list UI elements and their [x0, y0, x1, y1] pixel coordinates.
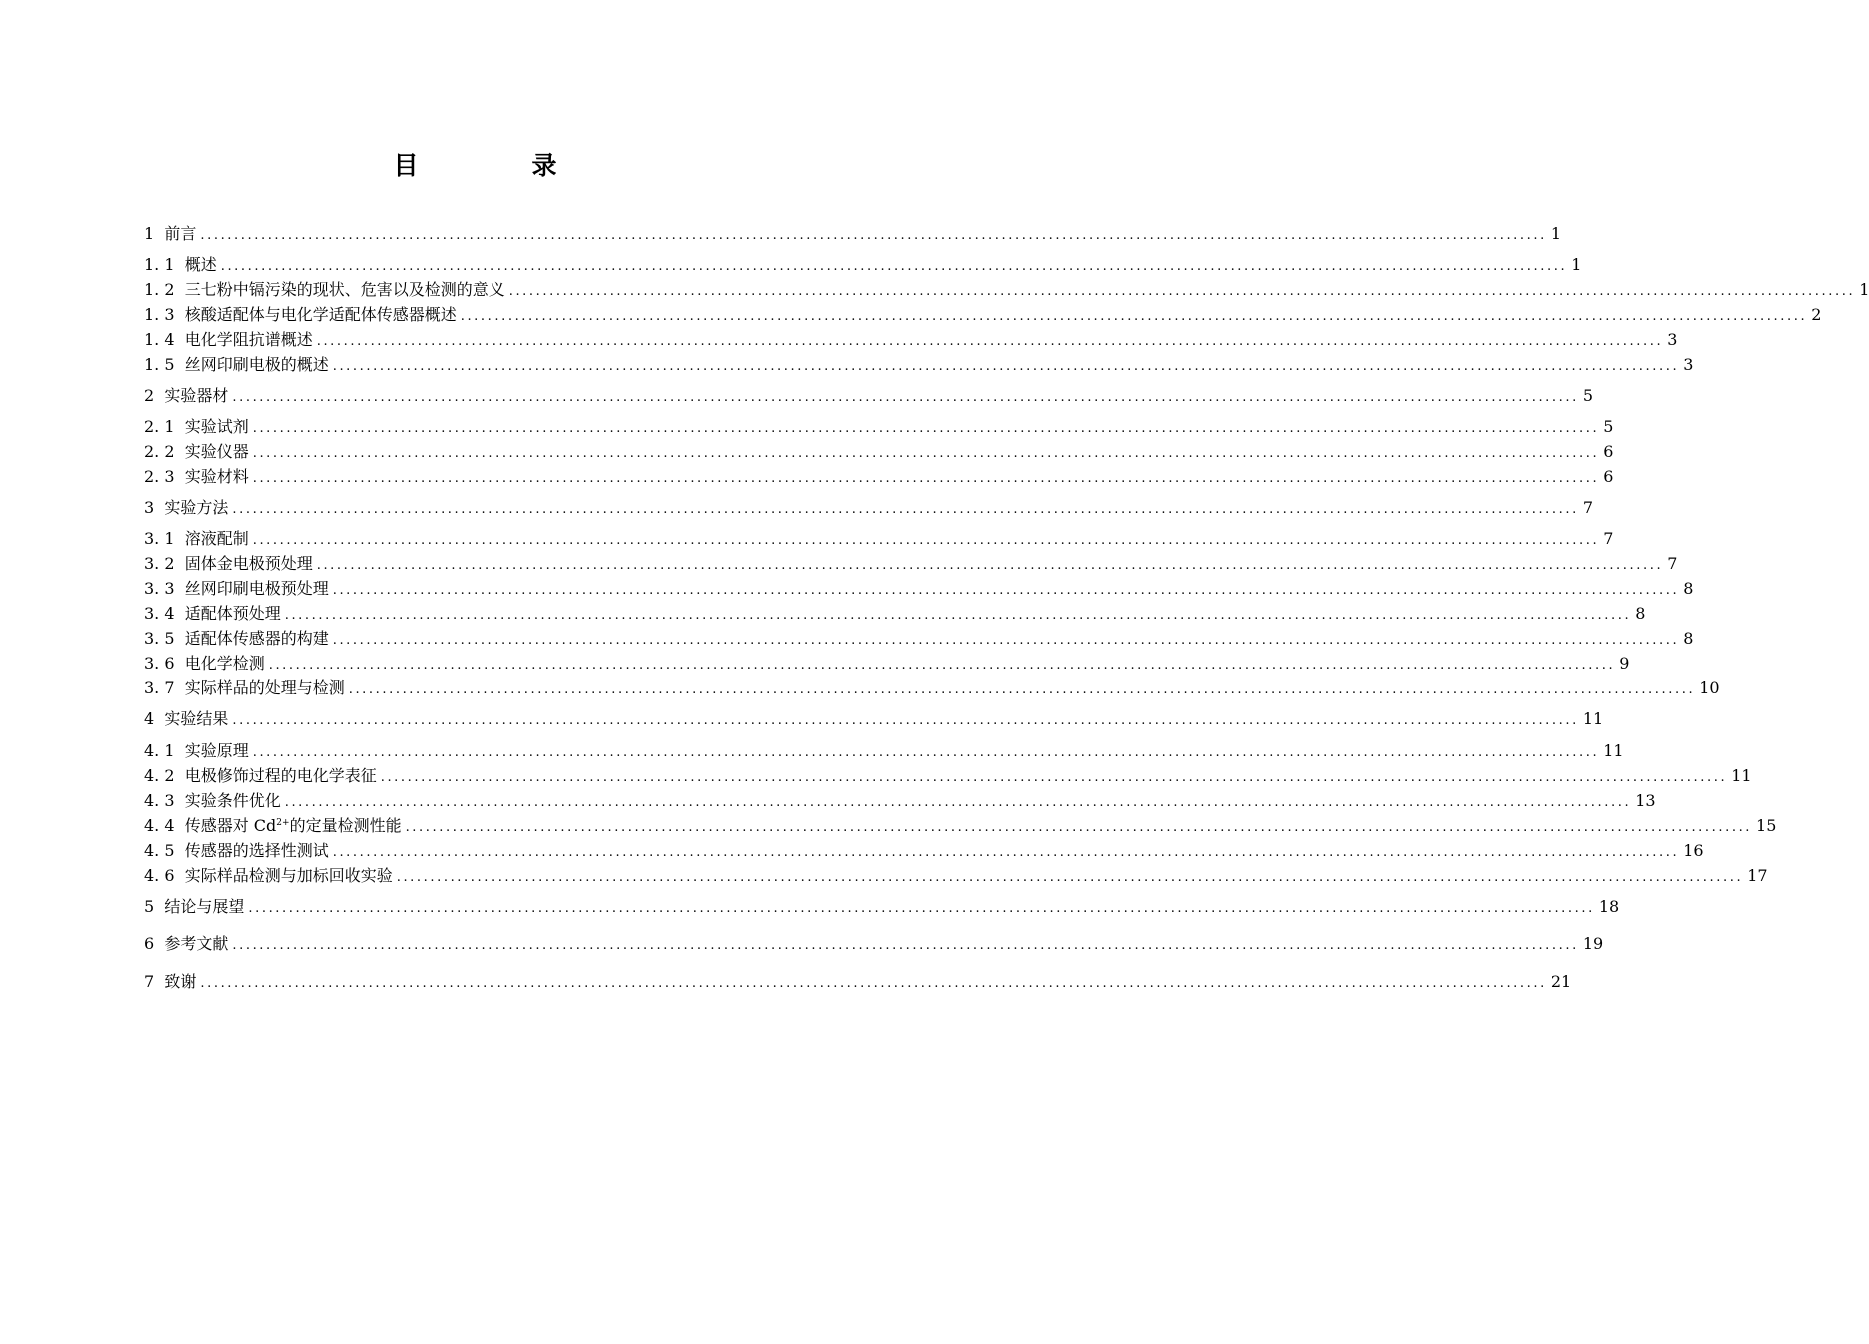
toc-entry-number: 1. 1 [144, 255, 185, 274]
dot-leader: ........................................................................................................................................................................................................ [316, 558, 1664, 573]
dot-leader: ........................................................................................................................................................................................................ [200, 976, 1547, 991]
toc-entry-title: 溶液配制 [184, 529, 249, 548]
toc-entry-title: 前言 [164, 224, 197, 243]
toc-entry[interactable] [144, 578, 1694, 600]
toc-entry-number: 1. 5 [144, 355, 185, 374]
toc-entry[interactable] [144, 865, 1768, 887]
toc-entry[interactable] [144, 441, 1614, 463]
dot-leader: ........................................................................................................................................................................................................ [332, 633, 1680, 648]
toc-entry-page-number: 2 [1811, 305, 1822, 324]
toc-entry-number: 3. 5 [144, 629, 185, 648]
toc-entry-page-number: 8 [1635, 604, 1646, 623]
dot-leader: ........................................................................................................................................................................................................ [232, 713, 1579, 728]
toc-entry-page-number: 7 [1582, 498, 1594, 517]
dot-leader: ........................................................................................................................................................................................................ [232, 938, 1579, 953]
toc-entry-title: 概述 [184, 255, 217, 274]
toc-entry[interactable] [144, 354, 1694, 376]
dot-leader: ........................................................................................................................................................................................................ [284, 795, 1632, 810]
dot-leader: ........................................................................................................................................................................................................ [332, 583, 1680, 598]
toc-entry-number: 2. 3 [144, 467, 185, 486]
toc-entry-number: 1. 2 [144, 280, 185, 299]
toc-entry-title: 丝网印刷电极的概述 [184, 355, 329, 374]
toc-entry[interactable] [144, 254, 1582, 276]
toc-entry-title: 电化学阻抗谱概述 [184, 330, 313, 349]
toc-entry[interactable] [144, 677, 1720, 699]
toc-entry-title: 参考文献 [164, 934, 229, 953]
toc-entry-page-number: 3 [1667, 330, 1678, 349]
dot-leader: ........................................................................................................................................................................................................ [396, 870, 1744, 885]
dot-leader: ........................................................................................................................................................................................................ [252, 745, 1600, 760]
toc-entry[interactable] [144, 815, 1777, 837]
toc-entry[interactable] [144, 840, 1704, 862]
toc-entry-page-number: 11 [1603, 741, 1624, 760]
toc-entry-title: 传感器的选择性测试 [184, 841, 329, 860]
dot-leader: ........................................................................................................................................................................................................ [348, 682, 1696, 697]
toc-entry[interactable] [144, 279, 1869, 301]
toc-entry-page-number: 1 [1859, 280, 1869, 299]
dot-leader: ........................................................................................................................................................................................................ [252, 446, 1600, 461]
toc-entry-page-number: 8 [1683, 579, 1694, 598]
toc-entry-number: 3. 6 [144, 654, 185, 673]
toc-entry-number: 1. 3 [144, 305, 185, 324]
dot-leader: ........................................................................................................................................................................................................ [252, 533, 1600, 548]
toc-entry-page-number: 6 [1603, 467, 1614, 486]
dot-leader: ........................................................................................................................................................................................................ [252, 421, 1600, 436]
toc-entry-number: 7 [144, 972, 165, 991]
dot-leader: ........................................................................................................................................................................................................ [380, 770, 1728, 785]
dot-leader: ........................................................................................................................................................................................................ [405, 820, 1753, 835]
toc-entry-title: 实际样品的处理与检测 [184, 678, 345, 697]
toc-entry-title-part: 传感器对 Cd [184, 816, 277, 835]
toc-entry[interactable] [144, 765, 1752, 787]
toc-entry-page-number: 7 [1667, 554, 1678, 573]
dot-leader: ........................................................................................................................................................................................................ [220, 259, 1568, 274]
toc-entry[interactable] [144, 628, 1694, 650]
toc-entry[interactable] [144, 790, 1656, 812]
toc-entry-title: 适配体传感器的构建 [184, 629, 329, 648]
toc-entry-page-number: 15 [1756, 816, 1777, 835]
toc-entry[interactable] [144, 933, 1604, 955]
dot-leader: ........................................................................................................................................................................................................ [248, 901, 1595, 916]
toc-entry-number: 2. 1 [144, 417, 185, 436]
toc-entry-number: 6 [144, 934, 165, 953]
toc-entry-number: 4. 4 [144, 816, 185, 835]
dot-leader: ........................................................................................................................................................................................................ [268, 658, 1616, 673]
toc-entry-title: 实验条件优化 [184, 791, 281, 810]
dot-leader: ........................................................................................................................................................................................................ [332, 359, 1680, 374]
toc-entry-page-number: 19 [1582, 934, 1604, 953]
toc-entry-number: 4. 1 [144, 741, 185, 760]
toc-entry-number: 2 [144, 386, 165, 405]
toc-entry-title: 电极修饰过程的电化学表征 [184, 766, 377, 785]
toc-entry-title: 结论与展望 [164, 897, 245, 916]
toc-entry-title: 核酸适配体与电化学适配体传感器概述 [184, 305, 457, 324]
dot-leader: ........................................................................................................................................................................................................ [316, 334, 1664, 349]
toc-entry-title: 实验结果 [164, 709, 229, 728]
toc-entry[interactable] [144, 603, 1646, 625]
toc-entry-title: 电化学检测 [184, 654, 265, 673]
dot-leader: ........................................................................................................................................................................................................ [232, 502, 1579, 517]
toc-entry-page-number: 18 [1598, 897, 1620, 916]
dot-leader: ........................................................................................................................................................................................................ [508, 284, 1856, 299]
superscript-charge: 2+ [276, 818, 290, 828]
toc-entry[interactable] [144, 971, 1572, 993]
toc-entry-page-number: 1 [1550, 224, 1562, 243]
toc-entry-page-number: 3 [1683, 355, 1694, 374]
page-title: 目 录 [393, 151, 601, 180]
dot-leader: ........................................................................................................................................................................................................ [200, 228, 1547, 243]
toc-entry[interactable] [144, 528, 1614, 550]
toc-entry-number: 3. 3 [144, 579, 185, 598]
toc-entry-number: 4. 2 [144, 766, 185, 785]
toc-entry-title: 固体金电极预处理 [184, 554, 313, 573]
toc-entry-number: 1 [144, 224, 165, 243]
toc-entry-page-number: 5 [1603, 417, 1614, 436]
toc-entry-number: 1. 4 [144, 330, 185, 349]
toc-entry-number: 4. 6 [144, 866, 185, 885]
toc-entry-page-number: 8 [1683, 629, 1694, 648]
toc-entry-title: 实验方法 [164, 498, 229, 517]
toc-entry[interactable] [144, 223, 1562, 245]
toc-entry[interactable] [144, 740, 1624, 762]
toc-entry[interactable] [144, 553, 1678, 575]
dot-leader: ........................................................................................................................................................................................................ [232, 390, 1579, 405]
toc-entry-page-number: 16 [1683, 841, 1704, 860]
dot-leader: ........................................................................................................................................................................................................ [460, 309, 1808, 324]
toc-entry[interactable] [144, 385, 1594, 407]
dot-leader: ........................................................................................................................................................................................................ [252, 471, 1600, 486]
toc-entry-page-number: 21 [1550, 972, 1572, 991]
toc-entry-number: 4 [144, 709, 165, 728]
toc-entry[interactable] [144, 896, 1620, 918]
toc-entry-page-number: 5 [1582, 386, 1594, 405]
toc-entry-number: 3 [144, 498, 165, 517]
toc-entry-page-number: 6 [1603, 442, 1614, 461]
toc-entry-page-number: 1 [1571, 255, 1582, 274]
toc-entry[interactable] [144, 466, 1614, 488]
toc-entry-title: 丝网印刷电极预处理 [184, 579, 329, 598]
toc-entry-number: 3. 4 [144, 604, 185, 623]
toc-entry-number: 3. 2 [144, 554, 185, 573]
toc-entry-title: 实验材料 [184, 467, 249, 486]
toc-entry-title: 致谢 [164, 972, 197, 991]
toc-entry-title: 实验原理 [184, 741, 249, 760]
toc-entry-title: 实际样品检测与加标回收实验 [184, 866, 393, 885]
toc-entry[interactable] [144, 708, 1604, 730]
toc-entry-number: 4. 5 [144, 841, 185, 860]
toc-entry[interactable] [144, 653, 1630, 675]
toc-entry-title: 三七粉中镉污染的现状、危害以及检测的意义 [184, 280, 505, 299]
toc-entry-number: 5 [144, 897, 165, 916]
toc-entry-number: 3. 7 [144, 678, 185, 697]
toc-entry-page-number: 13 [1635, 791, 1656, 810]
toc-entry-title: 适配体预处理 [184, 604, 281, 623]
toc-entry-title: 实验器材 [164, 386, 229, 405]
toc-entry-title: 实验试剂 [184, 417, 249, 436]
dot-leader: ........................................................................................................................................................................................................ [284, 608, 1632, 623]
toc-entry-title [185, 815, 402, 837]
toc-entry-page-number: 7 [1603, 529, 1614, 548]
dot-leader: ........................................................................................................................................................................................................ [332, 845, 1680, 860]
toc-entry-title: 实验仪器 [184, 442, 249, 461]
toc-entry-page-number: 11 [1582, 709, 1604, 728]
toc-entry-page-number: 9 [1619, 654, 1630, 673]
toc-entry[interactable] [144, 329, 1678, 351]
toc-entry-number: 2. 2 [144, 442, 185, 461]
toc-entry-page-number: 11 [1731, 766, 1752, 785]
toc-entry[interactable] [144, 416, 1614, 438]
toc-entry-title-part: 的定量检测性能 [289, 816, 402, 835]
toc-entry-number: 3. 1 [144, 529, 185, 548]
toc-entry[interactable] [144, 304, 1822, 326]
toc-entry[interactable] [144, 497, 1594, 519]
toc-entry-page-number: 17 [1747, 866, 1768, 885]
toc-entry-number: 4. 3 [144, 791, 185, 810]
toc-entry-page-number: 10 [1699, 678, 1720, 697]
